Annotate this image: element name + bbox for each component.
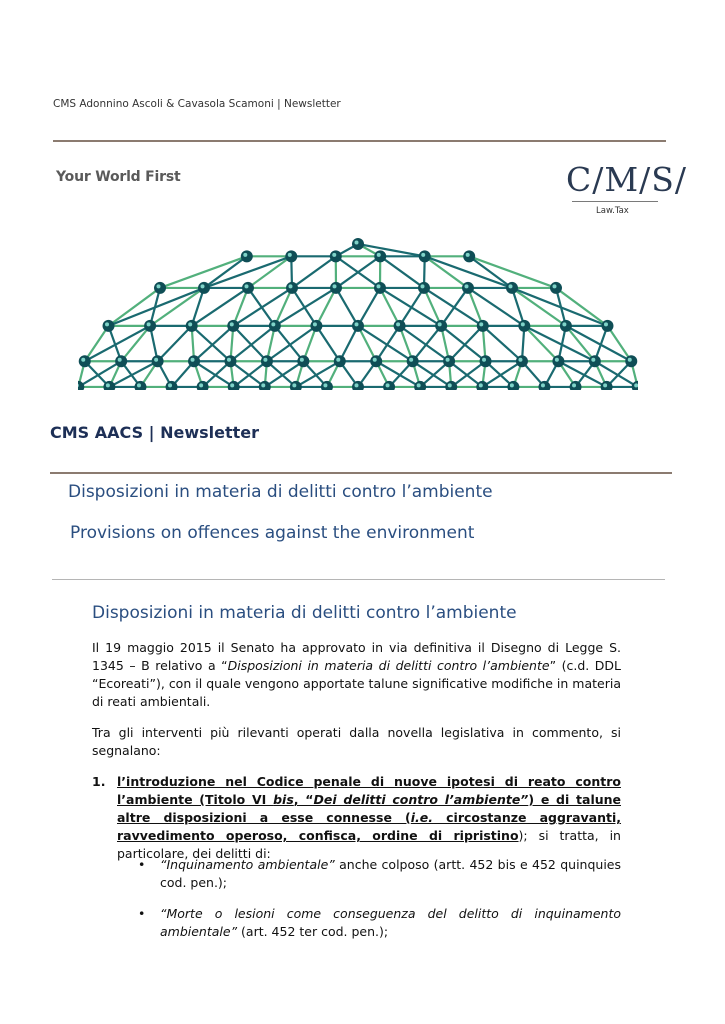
headline-italian: Disposizioni in materia di delitti contro l’ambiente bbox=[68, 482, 493, 502]
bullet-dot: • bbox=[138, 906, 146, 921]
running-header: CMS Adonnino Ascoli & Cavasola Scamoni | Newsletter bbox=[53, 98, 341, 110]
section-divider bbox=[52, 579, 665, 580]
bullet-item-2 bbox=[138, 905, 621, 941]
headline-english: Provisions on offences against the environment bbox=[70, 523, 475, 543]
logo-subtext: Law.Tax bbox=[596, 206, 629, 216]
bullet-dot: • bbox=[138, 857, 146, 872]
bullet-text: “Morte o lesioni come conseguenza del delitto di inquinamento ambientale” (art. 452 ter cod. pen.); bbox=[160, 906, 621, 939]
title-rule bbox=[50, 472, 672, 474]
list-number: 1. bbox=[92, 774, 106, 789]
list-item-text: l’introduzione nel Codice penale di nuove ipotesi di reato contro l’ambiente (Titolo VI bis, “Dei delitti contro l’ambiente”) e di talune altre disposizioni a esse connesse (i.e. circostanze aggravanti, ravvedimento operoso, confisca, ordine di ripristino); si tratta, in particolare, dei delitti di: bbox=[117, 774, 622, 861]
bullet-text: “Inquinamento ambientale” anche colposo (artt. 452 bis e 452 quinquies cod. pen.); bbox=[160, 857, 622, 890]
paragraph-2: Tra gli interventi più rilevanti operati dalla novella legislativa in commento, si segnalano: bbox=[92, 725, 621, 758]
cms-logo bbox=[566, 160, 688, 216]
paragraph-1: Il 19 maggio 2015 il Senato ha approvato in via definitiva il Disegno di Legge S. 1345 – B relativo a “Disposizioni in materia di delitti contro l’ambiente” (c.d. DDL “Ecoreati”), con il quale vengono apportate talune significative modifiche in materia di reati ambientali. bbox=[92, 640, 621, 709]
header-rule bbox=[53, 140, 666, 142]
tagline: Your World First bbox=[56, 169, 181, 185]
geodesic-dome-image bbox=[78, 238, 638, 390]
list-item-1 bbox=[92, 773, 621, 863]
logo-wordmark: C/M/S/ bbox=[566, 160, 688, 199]
section-title: Disposizioni in materia di delitti contro l’ambiente bbox=[92, 603, 517, 623]
bullet-item-1 bbox=[138, 856, 621, 892]
logo-rule bbox=[572, 201, 658, 202]
newsletter-title: CMS AACS | Newsletter bbox=[50, 423, 259, 442]
